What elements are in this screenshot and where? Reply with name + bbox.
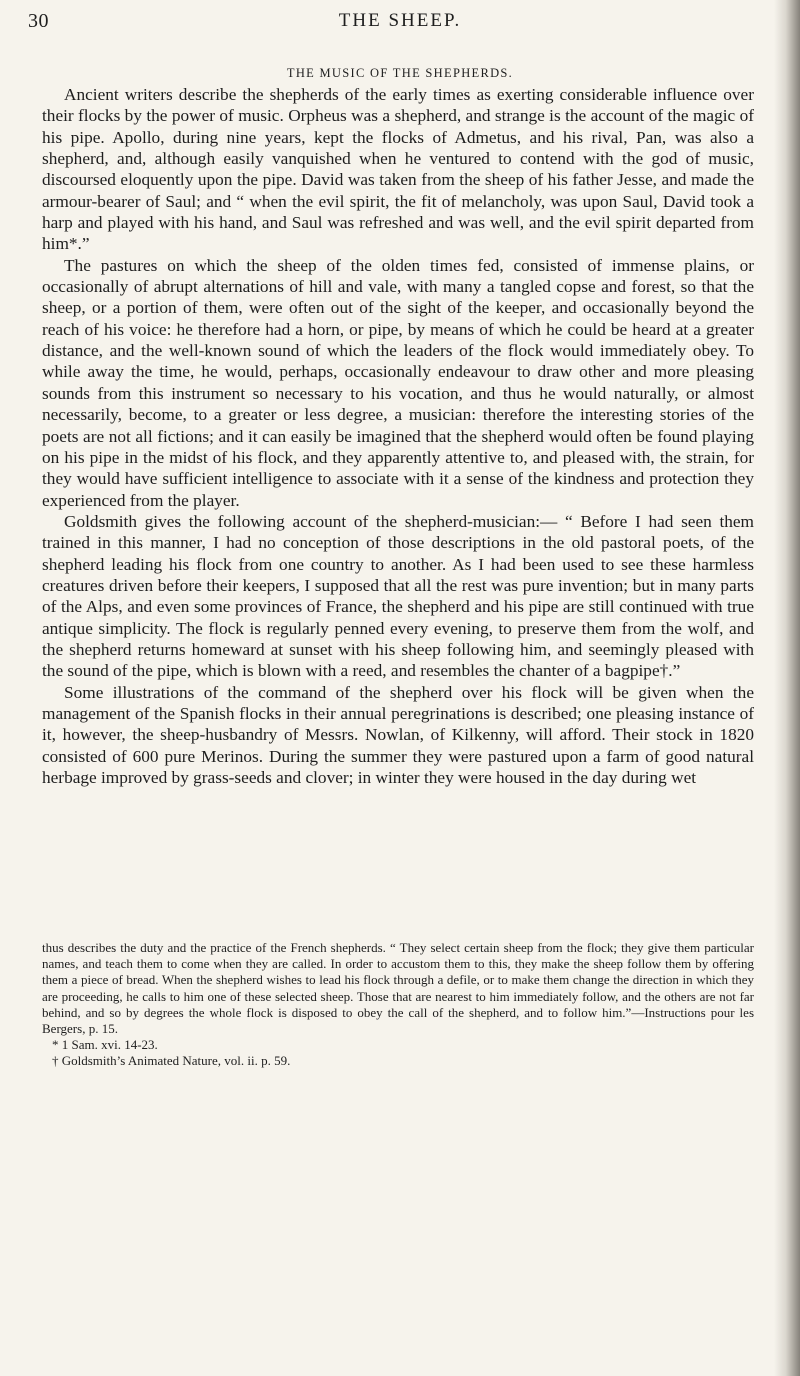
running-head-title: THE SHEEP.: [338, 10, 462, 31]
paragraph: Ancient writers describe the shepherds of the early times as exerting considerable influence over their flocks by the power of music. Orpheus was a shepherd, and strange is the account of the magic of his pipe. Apollo, during nine years, kept the flocks of Admetus, and his rival, Pan, was also a shepherd, and, although easily vanquished when he ventured to contend with the god of music, discoursed eloquently upon the pipe. David was taken from the sheep of his father Jesse, and made the armour-bearer of Saul; and “ when the evil spirit, the fit of melancholy, was upon Saul, David took a harp and played with his hand, and Saul was refreshed and was well, and the evil spirit departed from him*.”: [42, 85, 754, 254]
footnotes: [42, 940, 754, 1070]
footnote: † Goldsmith’s Animated Nature, vol. ii. p. 59.: [52, 1053, 291, 1069]
page-number: 30: [28, 10, 49, 32]
paragraph: Some illustrations of the command of the shepherd over his flock will be given when the management of the Spanish flocks in their annual peregrinations is described; one pleasing instance of it, however, the sheep-husbandry of Messrs. Nowlan, of Kilkenny, will afford. Their stock in 1820 consisted of 600 pure Merinos. During the summer they were pastured upon a farm of good natural herbage improved by grass-seeds and clover; in winter they were housed in the day during wet: [42, 682, 754, 787]
body-text: [42, 84, 754, 788]
paragraph: The pastures on which the sheep of the olden times fed, consisted of immense plains, or occasionally of abrupt alternations of hill and vale, with many a tangled copse and forest, so that the sheep, or a portion of them, were often out of the sight of the keeper, and occasionally beyond the reach of his voice: he therefore had a horn, or pipe, by means of which he could be heard at a greater distance, and the well-known sound of which the leaders of the flock would immediately obey. To while away the time, he would, perhaps, occasionally endeavour to draw other and more pleasing sounds from this instrument so necessary to his vocation, and thus he would naturally, or almost necessarily, become, to a greater or less degree, a musician: therefore the interesting stories of the poets are not all fictions; and it can easily be imagined that the shepherd would often be found playing on his pipe in the midst of his flock, and they apparently attentive to, and pleased with, the strain, for they would have sufficient intelligence to associate with it a sense of the kindness and protection they experienced from the player.: [42, 255, 754, 510]
footnote-continuation: thus describes the duty and the practice of the French shepherds. “ They select certain sheep from the flock; they give them particular names, and teach them to come when they are called. In order to accustom them to this, they make the sheep follow them by offering them a piece of bread. When the shepherd wishes to lead his flock through a defile, or to make them change the direction in which they are proceeding, he calls to him one of these selected sheep. Those that are nearest to him immediately follow, and the others are not far behind, and so by degrees the whole flock is disposed to obey the call of the shepherd, and to follow him.”—Instructions pour les Bergers, p. 15.: [42, 940, 754, 1037]
paragraph: Goldsmith gives the following account of the shepherd-musician:— “ Before I had seen them trained in this manner, I had no conception of those descriptions in the old pastoral poets, of the shepherd leading his flock from one country to another. As I had been used to see these harmless creatures driven before their keepers, I supposed that all the rest was pure invention; but in many parts of the Alps, and even some provinces of France, the shepherd and his pipe are still continued with true antique simplicity. The flock is regularly penned every evening, to preserve them from the wolf, and the shepherd returns homeward at sunset with his sheep following him, and seemingly pleased with the sound of the pipe, which is blown with a reed, and resembles the chanter of a bagpipe†.”: [42, 511, 754, 681]
footnote: * 1 Sam. xvi. 14-23.: [52, 1037, 158, 1053]
section-title: THE MUSIC OF THE SHEPHERDS.: [286, 66, 514, 80]
page-edge-shadow: [774, 0, 800, 1376]
running-head: [0, 10, 800, 38]
